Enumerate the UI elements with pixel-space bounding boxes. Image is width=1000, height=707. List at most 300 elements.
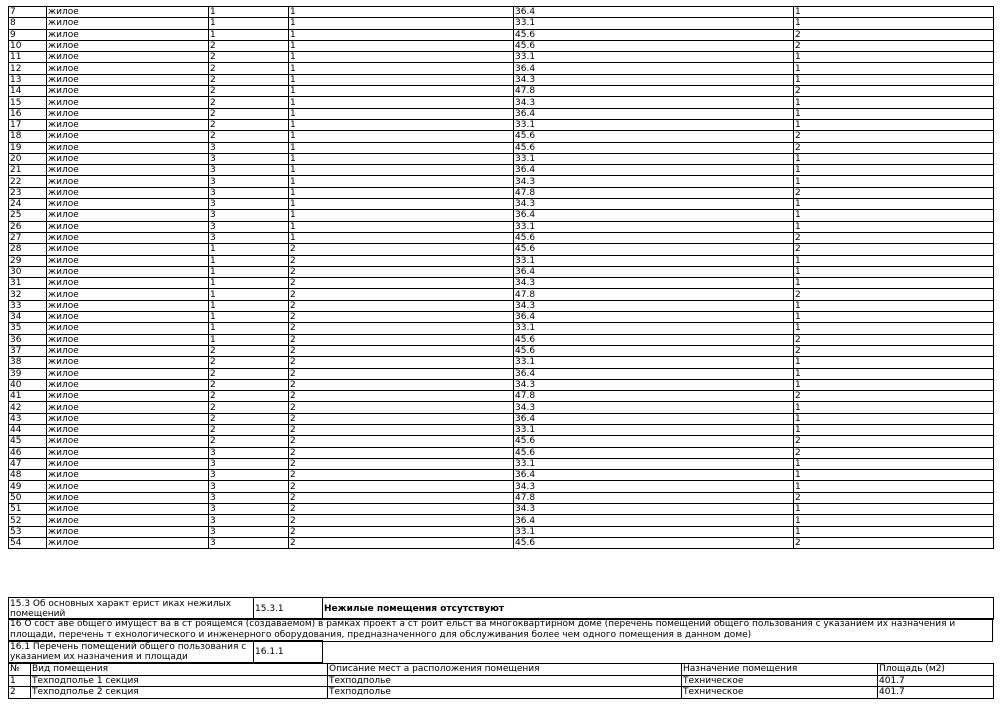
unit-number: 38 [9,357,47,368]
unit-floor: 1 [209,334,289,345]
unit-section: 2 [289,526,514,537]
unit-area: 34.3 [514,278,794,289]
unit-floor: 2 [209,97,289,108]
unit-number: 21 [9,165,47,176]
unit-section: 2 [289,436,514,447]
unit-area: 45.6 [514,131,794,142]
unit-floor: 2 [209,436,289,447]
unit-number: 34 [9,312,47,323]
unit-rooms: 1 [794,278,994,289]
unit-type: жилое [47,29,209,40]
unit-section: 1 [289,232,514,243]
unit-section: 2 [289,379,514,390]
unit-rooms: 2 [794,537,994,548]
unit-number: 7 [9,7,47,18]
unit-type: жилое [47,436,209,447]
unit-section: 2 [289,481,514,492]
section-15-3-label: 15.3 Об основных характ ерист иках нежилых помещений [9,598,254,620]
unit-section: 2 [289,492,514,503]
unit-section: 2 [289,334,514,345]
unit-floor: 2 [209,391,289,402]
unit-area: 34.3 [514,402,794,413]
unit-area: 34.3 [514,176,794,187]
unit-type: жилое [47,232,209,243]
section-16-1-empty [323,641,994,663]
unit-section: 1 [289,153,514,164]
header-area: Площадь (м2) [878,664,994,676]
table-row [9,52,994,63]
unit-number: 43 [9,413,47,424]
unit-number: 47 [9,458,47,469]
table-row [9,312,994,323]
unit-area: 34.3 [514,199,794,210]
unit-floor: 3 [209,537,289,548]
unit-rooms: 1 [794,153,994,164]
unit-area: 45.6 [514,447,794,458]
table-row [9,458,994,469]
section-16-1-table [8,640,994,663]
unit-rooms: 1 [794,515,994,526]
unit-rooms: 2 [794,29,994,40]
unit-type: жилое [47,368,209,379]
unit-section: 2 [289,402,514,413]
unit-rooms: 1 [794,165,994,176]
unit-area: 34.3 [514,379,794,390]
premise-area: 401.7 [878,675,994,687]
unit-area: 36.4 [514,312,794,323]
unit-number: 45 [9,436,47,447]
premise-type: Техподполье 2 секция [31,687,328,699]
table-row [9,402,994,413]
unit-floor: 1 [209,255,289,266]
unit-floor: 3 [209,458,289,469]
unit-number: 20 [9,153,47,164]
unit-type: жилое [47,221,209,232]
unit-rooms: 1 [794,413,994,424]
premise-area: 401.7 [878,687,994,699]
units-table [8,6,994,549]
unit-area: 47.8 [514,492,794,503]
unit-floor: 2 [209,424,289,435]
table-row [9,210,994,221]
unit-number: 28 [9,244,47,255]
table-row [9,334,994,345]
unit-number: 40 [9,379,47,390]
unit-section: 2 [289,289,514,300]
unit-section: 1 [289,74,514,85]
unit-area: 45.6 [514,334,794,345]
unit-rooms: 1 [794,266,994,277]
unit-area: 47.8 [514,289,794,300]
unit-number: 13 [9,74,47,85]
table-row [9,232,994,243]
unit-type: жилое [47,458,209,469]
unit-section: 1 [289,40,514,51]
section-16-text: 16 О сост аве общего имущест ва в ст роящемся (создаваемом) в рамках проект а ст роит ельст ва многоквартирном доме (перечень помещений общего пользования с указанием их назначения и площади, перечень т ехнологического и инженерного оборудования, предназначенного для обслуживания более чем одного помещения в данном доме) [9,619,993,642]
unit-section: 2 [289,504,514,515]
section-15-3-value: Нежилые помещения отсутствуют [323,598,994,620]
unit-floor: 3 [209,199,289,210]
unit-floor: 2 [209,63,289,74]
unit-area: 36.4 [514,210,794,221]
header-number: № [9,664,31,676]
table-row [9,74,994,85]
unit-section: 2 [289,278,514,289]
table-row [9,436,994,447]
unit-floor: 3 [209,165,289,176]
unit-rooms: 1 [794,481,994,492]
unit-section: 2 [289,312,514,323]
table-row [9,470,994,481]
unit-number: 44 [9,424,47,435]
unit-area: 34.3 [514,300,794,311]
unit-section: 2 [289,458,514,469]
table-row [9,119,994,130]
unit-type: жилое [47,537,209,548]
unit-area: 36.4 [514,368,794,379]
unit-section: 1 [289,119,514,130]
table-row [9,176,994,187]
unit-type: жилое [47,97,209,108]
unit-area: 47.8 [514,391,794,402]
unit-type: жилое [47,266,209,277]
unit-type: жилое [47,526,209,537]
unit-area: 33.1 [514,18,794,29]
table-row [9,131,994,142]
unit-area: 33.1 [514,119,794,130]
unit-section: 1 [289,29,514,40]
unit-area: 33.1 [514,153,794,164]
unit-floor: 2 [209,368,289,379]
unit-area: 34.3 [514,504,794,515]
section-15-3-table [8,597,994,620]
unit-type: жилое [47,74,209,85]
unit-type: жилое [47,108,209,119]
unit-number: 33 [9,300,47,311]
unit-type: жилое [47,131,209,142]
header-purpose: Назначение помещения [682,664,878,676]
header-premise-type: Вид помещения [31,664,328,676]
unit-type: жилое [47,413,209,424]
table-row [9,108,994,119]
unit-section: 1 [289,52,514,63]
unit-section: 1 [289,221,514,232]
unit-rooms: 2 [794,142,994,153]
table-row [9,413,994,424]
unit-section: 2 [289,244,514,255]
table-row [9,515,994,526]
unit-area: 34.3 [514,481,794,492]
unit-rooms: 2 [794,345,994,356]
unit-area: 47.8 [514,187,794,198]
table-row [9,687,994,699]
unit-rooms: 1 [794,18,994,29]
unit-area: 36.4 [514,7,794,18]
unit-area: 45.6 [514,345,794,356]
unit-rooms: 1 [794,221,994,232]
unit-type: жилое [47,52,209,63]
unit-area: 45.6 [514,142,794,153]
unit-section: 2 [289,515,514,526]
unit-number: 46 [9,447,47,458]
unit-floor: 3 [209,481,289,492]
unit-type: жилое [47,515,209,526]
unit-area: 34.3 [514,97,794,108]
unit-area: 33.1 [514,255,794,266]
unit-floor: 1 [209,244,289,255]
unit-area: 36.4 [514,515,794,526]
unit-number: 19 [9,142,47,153]
table-row [9,357,994,368]
unit-section: 1 [289,142,514,153]
unit-section: 2 [289,345,514,356]
unit-area: 33.1 [514,221,794,232]
unit-floor: 2 [209,345,289,356]
unit-floor: 2 [209,40,289,51]
unit-number: 14 [9,86,47,97]
unit-number: 37 [9,345,47,356]
unit-floor: 1 [209,266,289,277]
unit-area: 33.1 [514,526,794,537]
unit-floor: 3 [209,526,289,537]
unit-number: 29 [9,255,47,266]
unit-number: 53 [9,526,47,537]
unit-number: 23 [9,187,47,198]
unit-number: 50 [9,492,47,503]
unit-area: 33.1 [514,357,794,368]
unit-number: 48 [9,470,47,481]
unit-type: жилое [47,199,209,210]
table-row [9,526,994,537]
unit-rooms: 1 [794,504,994,515]
unit-floor: 2 [209,379,289,390]
unit-area: 33.1 [514,424,794,435]
unit-rooms: 1 [794,255,994,266]
table-row [9,492,994,503]
unit-number: 41 [9,391,47,402]
unit-floor: 1 [209,289,289,300]
unit-type: жилое [47,7,209,18]
unit-rooms: 2 [794,187,994,198]
unit-type: жилое [47,391,209,402]
unit-type: жилое [47,255,209,266]
table-row [9,165,994,176]
unit-rooms: 2 [794,289,994,300]
unit-floor: 3 [209,176,289,187]
unit-number: 25 [9,210,47,221]
unit-type: жилое [47,278,209,289]
common-premises-body [9,675,994,698]
unit-floor: 3 [209,504,289,515]
unit-type: жилое [47,424,209,435]
unit-type: жилое [47,470,209,481]
unit-floor: 3 [209,515,289,526]
unit-floor: 2 [209,131,289,142]
unit-number: 11 [9,52,47,63]
unit-rooms: 1 [794,323,994,334]
unit-section: 2 [289,368,514,379]
unit-rooms: 1 [794,63,994,74]
unit-section: 2 [289,266,514,277]
section-16-1-label: 16.1 Перечень помещений общего пользования с указанием их назначения и площади [9,641,254,663]
unit-rooms: 2 [794,447,994,458]
unit-type: жилое [47,244,209,255]
unit-area: 45.6 [514,244,794,255]
unit-floor: 1 [209,7,289,18]
unit-area: 45.6 [514,537,794,548]
unit-area: 36.4 [514,165,794,176]
units-table-body [9,7,994,549]
unit-section: 1 [289,210,514,221]
unit-area: 45.6 [514,232,794,243]
unit-section: 1 [289,7,514,18]
unit-floor: 3 [209,221,289,232]
unit-section: 2 [289,424,514,435]
unit-floor: 2 [209,119,289,130]
unit-floor: 2 [209,74,289,85]
unit-type: жилое [47,40,209,51]
table-row [9,504,994,515]
unit-section: 2 [289,391,514,402]
table-row [9,142,994,153]
unit-number: 51 [9,504,47,515]
unit-floor: 1 [209,323,289,334]
unit-area: 33.1 [514,323,794,334]
unit-type: жилое [47,402,209,413]
unit-number: 32 [9,289,47,300]
unit-number: 24 [9,199,47,210]
common-premises-header-row [9,664,994,676]
table-row [9,368,994,379]
section-16-1-row [9,641,994,663]
unit-section: 1 [289,108,514,119]
header-location: Описание мест а расположения помещения [328,664,682,676]
table-row [9,221,994,232]
unit-section: 1 [289,63,514,74]
unit-floor: 1 [209,300,289,311]
table-row [9,391,994,402]
unit-area: 45.6 [514,29,794,40]
unit-number: 18 [9,131,47,142]
unit-number: 52 [9,515,47,526]
table-row [9,255,994,266]
unit-type: жилое [47,86,209,97]
unit-type: жилое [47,63,209,74]
unit-rooms: 1 [794,526,994,537]
unit-number: 54 [9,537,47,548]
table-row [9,97,994,108]
unit-rooms: 1 [794,52,994,63]
unit-section: 1 [289,97,514,108]
unit-floor: 1 [209,278,289,289]
unit-number: 8 [9,18,47,29]
unit-rooms: 1 [794,199,994,210]
unit-rooms: 1 [794,7,994,18]
unit-rooms: 1 [794,458,994,469]
unit-section: 2 [289,357,514,368]
unit-type: жилое [47,176,209,187]
table-row [9,29,994,40]
premise-location: Техподполье [328,687,682,699]
unit-floor: 1 [209,312,289,323]
premise-location: Техподполье [328,675,682,687]
unit-number: 36 [9,334,47,345]
table-row [9,187,994,198]
unit-section: 1 [289,187,514,198]
unit-type: жилое [47,447,209,458]
unit-rooms: 2 [794,244,994,255]
table-row [9,153,994,164]
unit-area: 47.8 [514,86,794,97]
common-premises-table [8,663,994,699]
unit-floor: 2 [209,108,289,119]
unit-area: 45.6 [514,436,794,447]
unit-type: жилое [47,300,209,311]
unit-type: жилое [47,142,209,153]
premise-number: 1 [9,675,31,687]
unit-floor: 3 [209,153,289,164]
unit-section: 2 [289,323,514,334]
unit-floor: 1 [209,29,289,40]
unit-rooms: 1 [794,108,994,119]
unit-rooms: 1 [794,119,994,130]
unit-area: 45.6 [514,40,794,51]
unit-number: 27 [9,232,47,243]
section-16-table [8,618,993,642]
unit-number: 12 [9,63,47,74]
unit-number: 30 [9,266,47,277]
unit-floor: 2 [209,357,289,368]
unit-type: жилое [47,153,209,164]
table-row [9,300,994,311]
unit-rooms: 2 [794,232,994,243]
unit-floor: 3 [209,447,289,458]
unit-type: жилое [47,323,209,334]
premise-number: 2 [9,687,31,699]
unit-type: жилое [47,165,209,176]
table-row [9,7,994,18]
unit-rooms: 2 [794,391,994,402]
unit-number: 16 [9,108,47,119]
unit-area: 36.4 [514,470,794,481]
unit-rooms: 2 [794,86,994,97]
unit-rooms: 1 [794,368,994,379]
table-row [9,18,994,29]
unit-floor: 3 [209,232,289,243]
table-row [9,199,994,210]
unit-area: 33.1 [514,458,794,469]
table-row [9,278,994,289]
unit-number: 10 [9,40,47,51]
unit-type: жилое [47,504,209,515]
unit-rooms: 1 [794,357,994,368]
unit-section: 1 [289,18,514,29]
section-16-1-code: 16.1.1 [254,641,323,663]
unit-type: жилое [47,357,209,368]
unit-floor: 3 [209,142,289,153]
unit-rooms: 1 [794,470,994,481]
unit-floor: 1 [209,18,289,29]
section-16-row [9,619,993,642]
table-row [9,537,994,548]
unit-rooms: 2 [794,492,994,503]
unit-type: жилое [47,345,209,356]
table-row [9,244,994,255]
table-row [9,63,994,74]
unit-section: 1 [289,165,514,176]
unit-area: 36.4 [514,266,794,277]
table-row [9,379,994,390]
